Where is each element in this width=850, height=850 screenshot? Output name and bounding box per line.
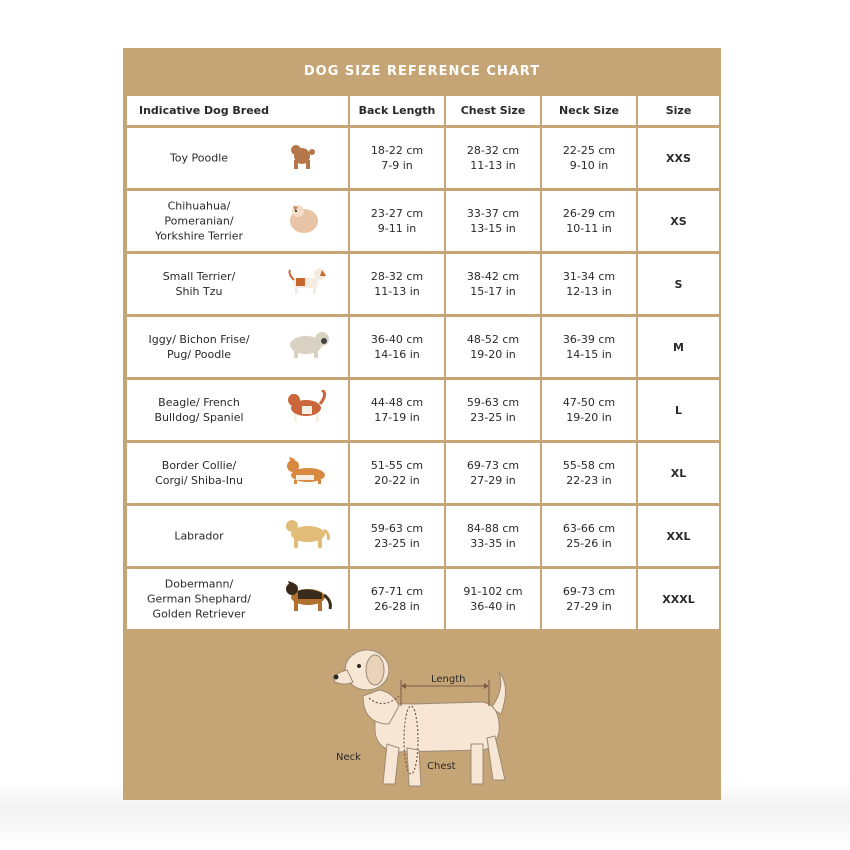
header-chest-size: Chest Size xyxy=(446,96,540,125)
size-label: S xyxy=(638,254,719,314)
neck-size-cell xyxy=(542,317,636,377)
chest-size-cm: 84-88 cm xyxy=(466,522,520,535)
header-breed: Indicative Dog Breed xyxy=(127,96,348,125)
chest-size-cell xyxy=(446,380,540,440)
table-row xyxy=(127,317,719,377)
breed-name: Beagle/ French Bulldog/ Spaniel xyxy=(154,396,244,424)
back-length-cm: 23-27 cm xyxy=(370,207,424,220)
labrador-icon xyxy=(282,516,334,556)
table-body xyxy=(127,128,719,629)
table-row xyxy=(127,506,719,566)
chest-size-in: 11-13 in xyxy=(470,159,516,172)
back-length-cell xyxy=(350,380,444,440)
breed-name: Labrador xyxy=(174,529,224,543)
back-length-in: 26-28 in xyxy=(374,600,420,613)
neck-size-in: 22-23 in xyxy=(566,474,612,487)
pomeranian-icon xyxy=(282,201,334,241)
back-length-cell xyxy=(350,191,444,251)
back-length-in: 23-25 in xyxy=(374,537,420,550)
neck-size-cell xyxy=(542,380,636,440)
breed-cell xyxy=(127,191,348,251)
back-length-cm: 51-55 cm xyxy=(370,459,424,472)
breed-name: Border Collie/ Corgi/ Shiba-Inu xyxy=(155,459,243,487)
table-row xyxy=(127,191,719,251)
chest-size-in: 33-35 in xyxy=(470,537,516,550)
neck-size-cell xyxy=(542,128,636,188)
chest-size-in: 13-15 in xyxy=(470,222,516,235)
header-back-length: Back Length xyxy=(350,96,444,125)
breed-cell xyxy=(127,569,348,629)
back-length-in: 17-19 in xyxy=(374,411,420,424)
measurement-dog-icon xyxy=(323,640,523,790)
back-length-cell xyxy=(350,254,444,314)
chest-size-cell xyxy=(446,569,540,629)
chest-size-cm: 38-42 cm xyxy=(466,270,520,283)
neck-size-cm: 22-25 cm xyxy=(562,144,616,157)
back-length-cm: 67-71 cm xyxy=(370,585,424,598)
table-row xyxy=(127,443,719,503)
chest-size-cell xyxy=(446,506,540,566)
corgi-icon xyxy=(282,453,334,493)
chest-size-in: 27-29 in xyxy=(470,474,516,487)
back-length-in: 20-22 in xyxy=(374,474,420,487)
chest-size-in: 19-20 in xyxy=(470,348,516,361)
breed-name: Toy Poodle xyxy=(169,151,229,165)
neck-size-cell xyxy=(542,191,636,251)
table-row xyxy=(127,254,719,314)
neck-size-cm: 69-73 cm xyxy=(562,585,616,598)
neck-size-in: 9-10 in xyxy=(569,159,609,172)
chest-size-cell xyxy=(446,128,540,188)
neck-size-cm: 26-29 cm xyxy=(562,207,616,220)
chest-size-cm: 33-37 cm xyxy=(466,207,520,220)
length-label: Length xyxy=(431,674,466,685)
chest-size-cm: 48-52 cm xyxy=(466,333,520,346)
measurement-diagram xyxy=(323,640,523,790)
size-label: XXL xyxy=(638,506,719,566)
back-length-cell xyxy=(350,569,444,629)
neck-size-cm: 36-39 cm xyxy=(562,333,616,346)
header-size: Size xyxy=(638,96,719,125)
back-length-cell xyxy=(350,506,444,566)
back-length-cm: 36-40 cm xyxy=(370,333,424,346)
back-length-cell xyxy=(350,317,444,377)
chest-size-in: 36-40 in xyxy=(470,600,516,613)
breed-cell xyxy=(127,128,348,188)
back-length-cm: 18-22 cm xyxy=(370,144,424,157)
neck-size-cm: 47-50 cm xyxy=(562,396,616,409)
back-length-cm: 28-32 cm xyxy=(370,270,424,283)
table-row xyxy=(127,128,719,188)
neck-size-cm: 55-58 cm xyxy=(562,459,616,472)
size-chart-card xyxy=(123,48,721,800)
chest-size-in: 23-25 in xyxy=(470,411,516,424)
chest-size-cell xyxy=(446,254,540,314)
back-length-in: 14-16 in xyxy=(374,348,420,361)
chest-size-cm: 91-102 cm xyxy=(463,585,523,598)
table-header-row xyxy=(127,96,719,125)
breed-cell xyxy=(127,443,348,503)
breed-name: Dobermann/ German Shephard/ Golden Retriever xyxy=(147,577,251,621)
neck-size-cm: 31-34 cm xyxy=(562,270,616,283)
breed-name: Small Terrier/ Shih Tzu xyxy=(162,270,236,298)
size-table xyxy=(125,93,721,632)
breed-cell xyxy=(127,380,348,440)
neck-size-in: 12-13 in xyxy=(566,285,612,298)
neck-size-cm: 63-66 cm xyxy=(562,522,616,535)
size-label: XXXL xyxy=(638,569,719,629)
back-length-cm: 59-63 cm xyxy=(370,522,424,535)
neck-size-in: 27-29 in xyxy=(566,600,612,613)
neck-size-cell xyxy=(542,254,636,314)
chest-size-cm: 69-73 cm xyxy=(466,459,520,472)
chest-size-cm: 28-32 cm xyxy=(466,144,520,157)
size-label: M xyxy=(638,317,719,377)
size-label: XL xyxy=(638,443,719,503)
chart-title: DOG SIZE REFERENCE CHART xyxy=(303,64,541,79)
breed-name: Chihuahua/ Pomeranian/ Yorkshire Terrier xyxy=(155,199,243,243)
chest-size-cm: 59-63 cm xyxy=(466,396,520,409)
shiba-icon xyxy=(282,390,334,430)
german-shepherd-icon xyxy=(282,579,334,619)
chest-size-cell xyxy=(446,443,540,503)
back-length-cell xyxy=(350,128,444,188)
neck-size-cell xyxy=(542,569,636,629)
pug-icon xyxy=(282,327,334,367)
breed-cell xyxy=(127,254,348,314)
breed-cell xyxy=(127,506,348,566)
size-label: XXS xyxy=(638,128,719,188)
size-label: L xyxy=(638,380,719,440)
neck-size-in: 19-20 in xyxy=(566,411,612,424)
breed-name: Iggy/ Bichon Frise/ Pug/ Poodle xyxy=(148,333,250,361)
table-row xyxy=(127,569,719,629)
neck-size-cell xyxy=(542,506,636,566)
chest-label: Chest xyxy=(427,761,456,772)
back-length-in: 9-11 in xyxy=(377,222,417,235)
header-neck-size: Neck Size xyxy=(542,96,636,125)
back-length-cell xyxy=(350,443,444,503)
neck-size-cell xyxy=(542,443,636,503)
neck-size-in: 25-26 in xyxy=(566,537,612,550)
back-length-in: 11-13 in xyxy=(374,285,420,298)
chest-size-cell xyxy=(446,317,540,377)
neck-label: Neck xyxy=(336,752,361,763)
back-length-cm: 44-48 cm xyxy=(370,396,424,409)
chest-size-in: 15-17 in xyxy=(470,285,516,298)
back-length-in: 7-9 in xyxy=(381,159,413,172)
neck-size-in: 14-15 in xyxy=(566,348,612,361)
terrier-icon xyxy=(282,264,334,304)
toy-poodle-icon xyxy=(282,138,334,178)
size-label: XS xyxy=(638,191,719,251)
neck-size-in: 10-11 in xyxy=(566,222,612,235)
chest-size-cell xyxy=(446,191,540,251)
table-row xyxy=(127,380,719,440)
breed-cell xyxy=(127,317,348,377)
